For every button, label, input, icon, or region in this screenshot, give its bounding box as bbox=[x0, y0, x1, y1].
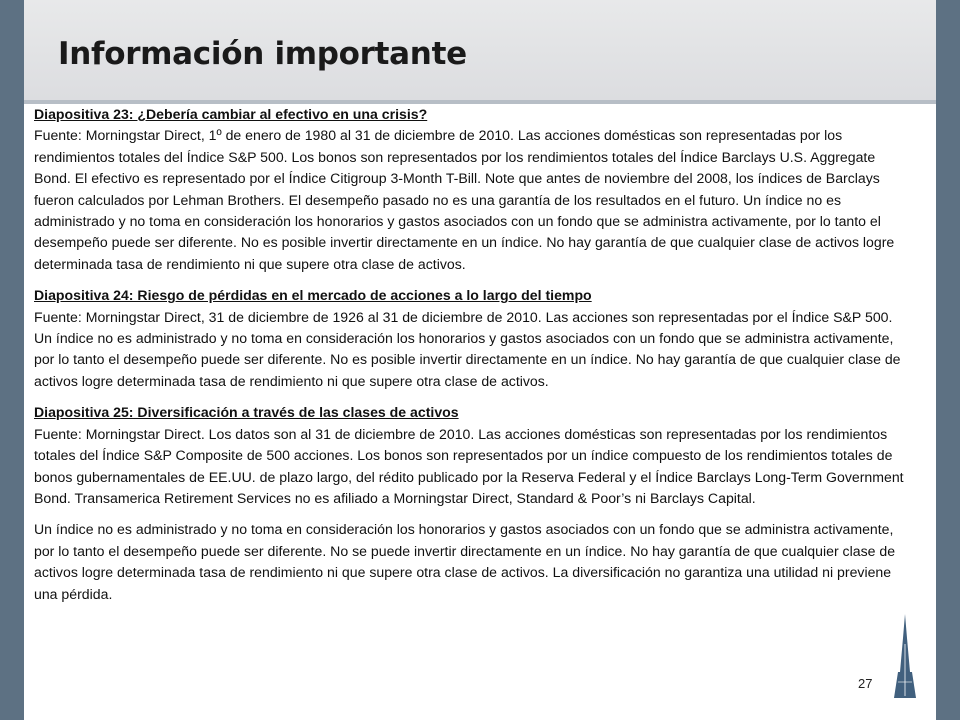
right-side-bar bbox=[936, 0, 960, 720]
pyramid-logo-icon bbox=[894, 614, 916, 698]
section-slide-23 bbox=[34, 104, 914, 275]
section-heading: Diapositiva 24: Riesgo de pérdidas en el mercado de acciones a lo largo del tiempo bbox=[34, 287, 592, 304]
page-number: 27 bbox=[858, 676, 873, 691]
section-heading: Diapositiva 23: ¿Debería cambiar al efectivo en una crisis? bbox=[34, 106, 428, 122]
section-slide-24 bbox=[34, 285, 914, 392]
section-slide-25 bbox=[34, 402, 914, 509]
section-body: Fuente: Morningstar Direct, 31 de diciembre de 1926 al 31 de diciembre de 2010. Las acciones son representadas por el Índice S&P 500. Un índice no es administrado y no toma en consideración los honorarios y gastos asociados con un fondo que se administra activamente, por lo tanto el desempeño puede ser diferente. No es posible invertir directamente en un índice. No hay garantía de que cualquier clase de activos logre determinada tasa de rendimiento ni que supere otra clase de activos. bbox=[34, 308, 901, 389]
disclosure-content bbox=[34, 104, 914, 615]
page-title: Información importante bbox=[58, 36, 467, 72]
section-body: Fuente: Morningstar Direct. Los datos son al 31 de diciembre de 2010. Las acciones domésticas son representadas por los rendimientos totales del Índice S&P Composite de 500 acciones. Los bonos son representados por un índice compuesto de los rendimientos totales de bonos gubernamentales de EE.UU. de plazo largo, del rédito publicado por la Reserva Federal y el Índice Barclays Long-Term Government Bond. Transamerica Retirement Services no es afiliado a Morningstar Direct, Standard & Poor’s ni Barclays Capital. bbox=[34, 425, 904, 506]
section-heading: Diapositiva 25: Diversificación a través de las clases de activos bbox=[34, 404, 459, 421]
closing-paragraph: Un índice no es administrado y no toma en consideración los honorarios y gastos asociados con un fondo que se administra activamente, por lo tanto el desempeño puede ser diferente. No se puede invertir directamente en un índice. No hay garantía de que cualquier clase de activos logre determinada tasa de rendimiento ni que supere otra clase de activos. La diversificación no garantiza una utilidad ni previene una pérdida. bbox=[34, 521, 896, 602]
section-body: Fuente: Morningstar Direct, 1º de enero de 1980 al 31 de diciembre de 2010. Las acciones domésticas son representadas por los rendimientos totales del Índice S&P 500. Los bonos son representados por los rendimientos totales del Índice Barclays U.S. Aggregate Bond. El efectivo es representado por el Índice Citigroup 3-Month T-Bill. Note que antes de noviembre del 2008, los índices de Barclays fueron calculados por Lehman Brothers. El desempeño pasado no es una garantía de los resultados en el futuro. Un índice no es administrado y no toma en consideración los honorarios y gastos asociados con un fondo que se administra activamente, por lo tanto el desempeño puede ser diferente. No es posible invertir directamente en un índice. No hay garantía de que cualquier clase de activos logre determinada tasa de rendimiento ni que supere otra clase de activos. bbox=[34, 127, 895, 272]
left-side-bar bbox=[0, 0, 24, 720]
